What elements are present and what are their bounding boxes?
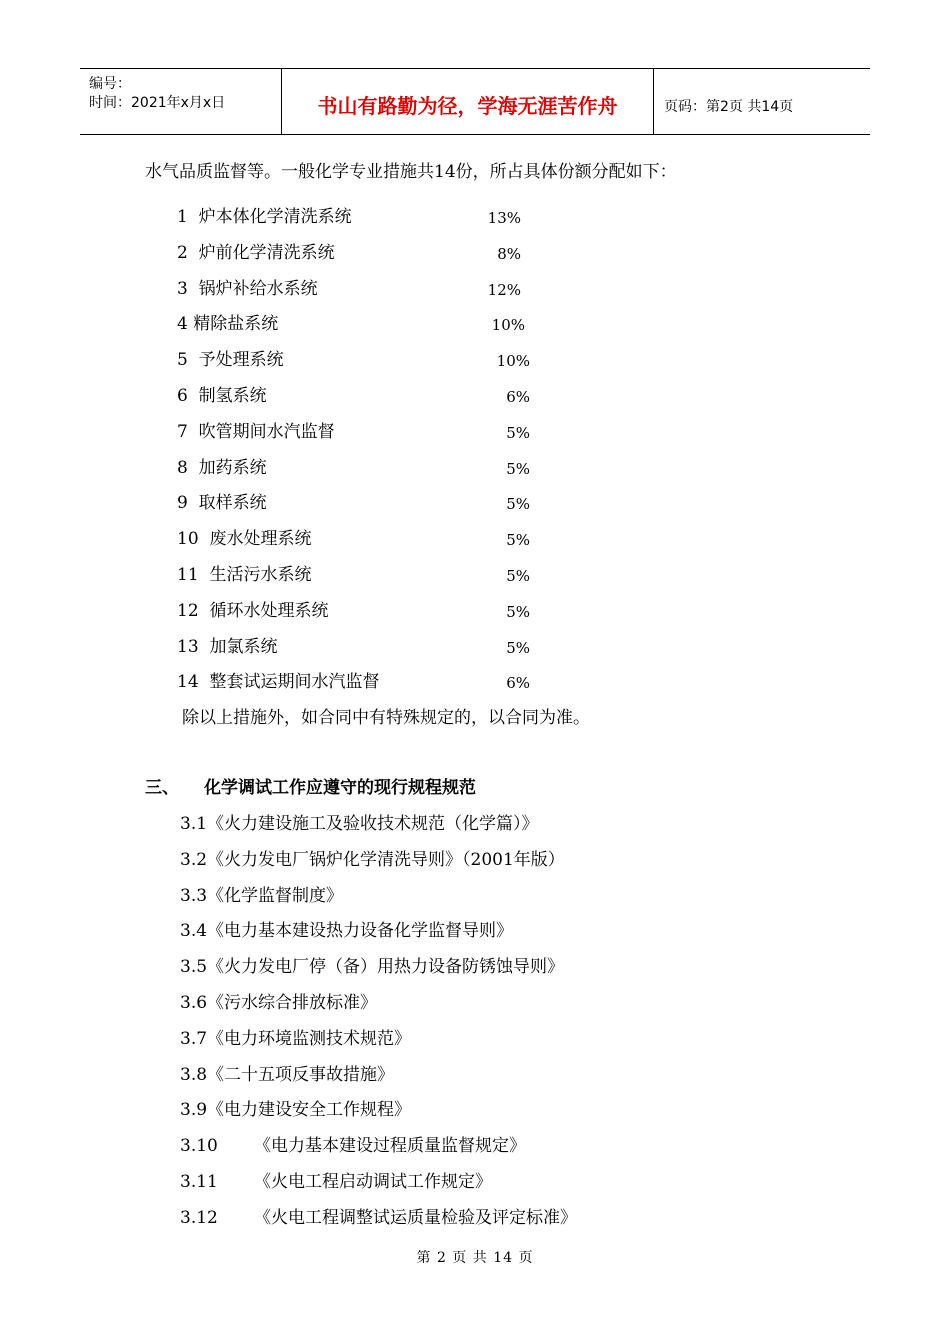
- allocation-item-label: 13 加氯系统: [177, 636, 278, 657]
- header-motto: 书山有路勤为径，学海无涯苦作舟: [282, 69, 654, 134]
- reference-title: 《电力基本建设过程质量监督规定》: [254, 1136, 526, 1157]
- allocation-item-label: 14 整套试运期间水汽监督: [177, 672, 380, 693]
- reference-item: [180, 813, 539, 835]
- reference-title: 《电力建设安全工作规程》: [207, 1100, 412, 1121]
- reference-number: 3.6: [180, 993, 208, 1013]
- reference-number: 3.9: [180, 1100, 208, 1121]
- reference-item: [180, 1099, 411, 1121]
- section-number: 三、: [145, 778, 179, 798]
- reference-item: [180, 849, 565, 871]
- allocation-item-percent: 8%: [497, 244, 521, 263]
- allocation-item-label: 3 锅炉补给水系统: [177, 278, 318, 299]
- reference-number: 3.4: [180, 921, 208, 942]
- reference-number: 3.1: [180, 814, 208, 834]
- allocation-item-percent: 10%: [496, 352, 530, 371]
- reference-title: 《污水综合排放标准》: [207, 993, 378, 1013]
- allocation-item-label: 1 炉本体化学清洗系统: [177, 207, 352, 227]
- allocation-item-percent: 5%: [506, 531, 530, 550]
- reference-title: 《火力建设施工及验收技术规范（化学篇）》: [207, 814, 539, 834]
- allocation-item-label: 11 生活污水系统: [177, 565, 312, 585]
- document-time-label: 时间：2021年x月x日: [89, 95, 226, 111]
- allocation-item-percent: 5%: [506, 495, 530, 514]
- reference-item: [180, 920, 513, 942]
- reference-title: 《电力环境监测技术规范》: [207, 1028, 412, 1049]
- reference-number: 3.7: [180, 1028, 208, 1049]
- allocation-item-percent: 5%: [506, 567, 530, 585]
- reference-item: [180, 956, 564, 978]
- reference-number: 3.8: [180, 1064, 208, 1085]
- allocation-item-percent: 5%: [506, 638, 530, 657]
- allocation-item-percent: 5%: [506, 459, 530, 478]
- reference-title: 《电力基本建设热力设备化学监督导则》: [207, 921, 514, 942]
- reference-item: [180, 1135, 526, 1157]
- page-footer: 第 2 页 共 14 页: [416, 1250, 534, 1266]
- allocation-item-percent: 10%: [491, 316, 525, 335]
- allocation-item-label: 12 循环水处理系统: [177, 600, 329, 621]
- header-page-info: 页码：第2页 共14页: [664, 98, 794, 115]
- reference-item: [180, 1064, 394, 1086]
- reference-number: 3.2: [180, 849, 208, 870]
- reference-item: [180, 885, 343, 907]
- note-paragraph: 除以上措施外，如合同中有特殊规定的，以合同为准。: [182, 708, 590, 728]
- intro-paragraph: 水气品质监督等。一般化学专业措施共14份，所占具体份额分配如下：: [145, 162, 677, 182]
- allocation-item-percent: 5%: [506, 423, 530, 442]
- document-number-label: 编号：: [89, 76, 131, 92]
- reference-title: 《火力发电厂锅炉化学清洗导则》（2001年版）: [207, 849, 565, 870]
- reference-item: [180, 1028, 411, 1050]
- reference-title: 《火电工程启动调试工作规定》: [254, 1172, 492, 1192]
- reference-number: 3.5: [180, 957, 208, 978]
- reference-number: 3.10: [180, 1136, 218, 1157]
- allocation-item-percent: 12%: [487, 280, 521, 299]
- section-title: 化学调试工作应遵守的现行规程规范: [204, 778, 476, 798]
- reference-number: 3.3: [180, 885, 208, 906]
- allocation-item-label: 8 加药系统: [177, 457, 267, 478]
- allocation-item-label: 6 制氢系统: [177, 386, 267, 406]
- reference-title: 《二十五项反事故措施》: [207, 1064, 395, 1085]
- reference-number: 3.11: [180, 1172, 218, 1192]
- reference-item: [180, 992, 377, 1014]
- allocation-item-label: 7 吹管期间水汽监督: [177, 421, 335, 442]
- reference-item: [180, 1207, 577, 1229]
- allocation-item-percent: 6%: [506, 674, 530, 693]
- allocation-item-label: 9 取样系统: [177, 493, 267, 514]
- reference-number: 3.12: [180, 1207, 218, 1228]
- reference-title: 《化学监督制度》: [207, 885, 344, 906]
- allocation-item-percent: 13%: [487, 209, 521, 227]
- allocation-item-label: 2 炉前化学清洗系统: [177, 242, 335, 263]
- reference-title: 《火力发电厂停（备）用热力设备防锈蚀导则》: [207, 957, 565, 978]
- allocation-item-label: 10 废水处理系统: [177, 529, 312, 550]
- reference-item: [180, 1171, 492, 1193]
- allocation-item-label: 4 精除盐系统: [177, 314, 279, 335]
- header-meta: [80, 69, 282, 134]
- allocation-item-percent: 6%: [506, 388, 530, 406]
- allocation-item-label: 5 予处理系统: [177, 350, 284, 371]
- reference-title: 《火电工程调整试运质量检验及评定标准》: [254, 1207, 577, 1228]
- allocation-item-percent: 5%: [506, 602, 530, 621]
- page-header: [80, 68, 870, 135]
